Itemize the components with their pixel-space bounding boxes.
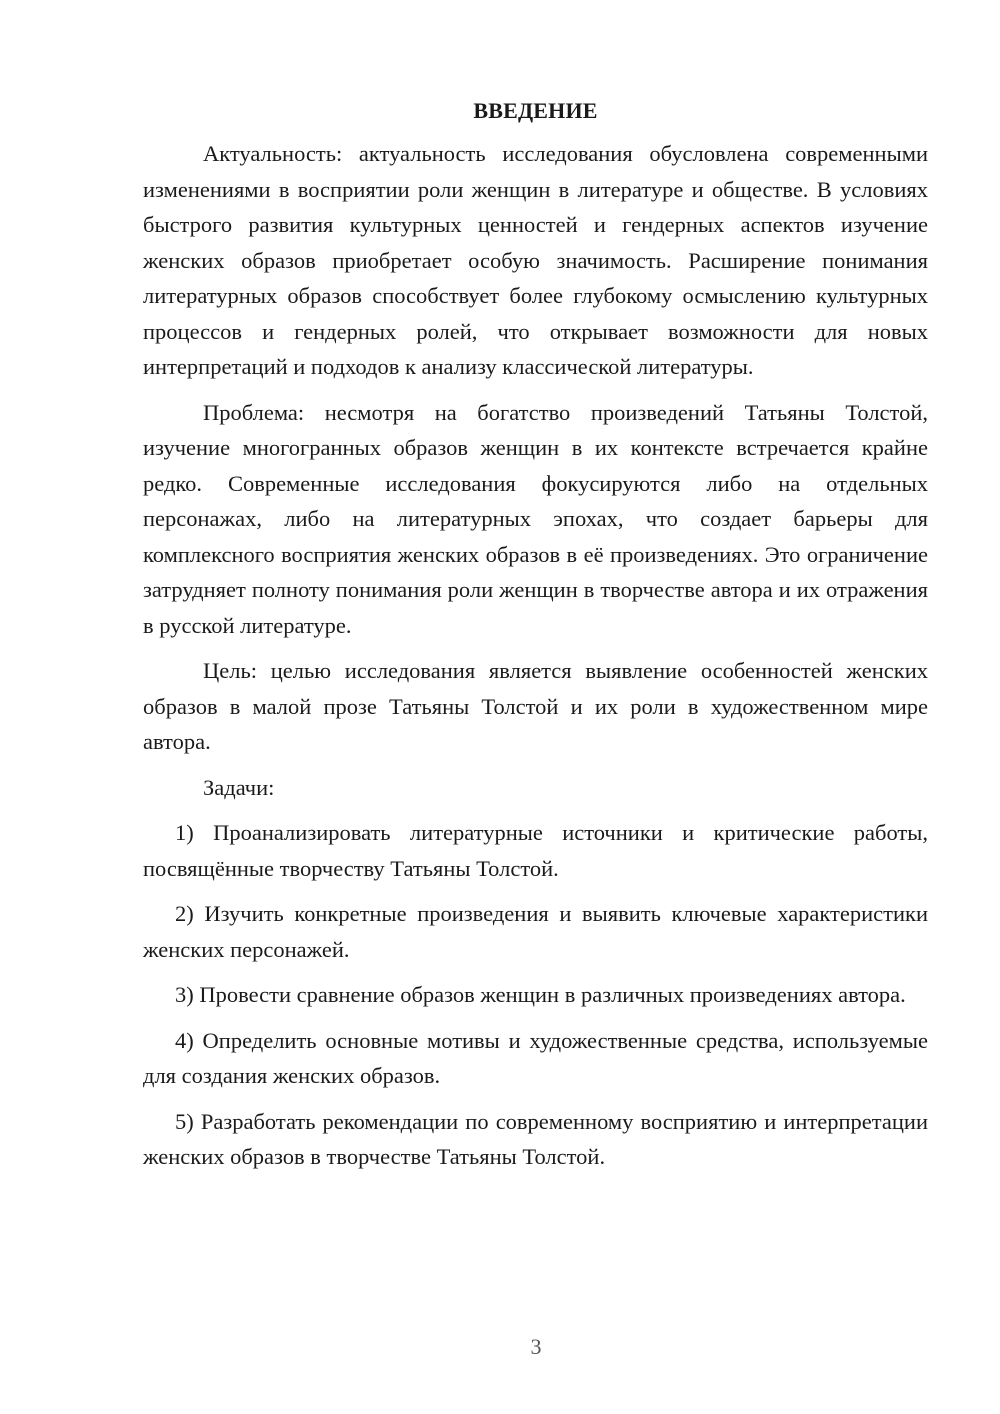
relevance-paragraph: Актуальность: актуальность исследования обусловлена современными изменениями в восприятии роли женщин в литературе и обществе. В условиях быстрого развития культурных ценностей и гендерных аспектов изучение женских образов приобретает особую значимость. Расширение понимания литературных образов способствует более глубокому осмыслению культурных процессов и гендерных ролей, что открывает возможности для новых интерпретаций и подходов к анализу классической литературы. — [143, 141, 928, 379]
tasks-heading: Задачи: — [203, 774, 275, 800]
page-content — [143, 96, 928, 1185]
task-item: 2) Изучить конкретные произведения и выявить ключевые характеристики женских персонажей. — [143, 901, 928, 962]
problem-paragraph: Проблема: несмотря на богатство произведений Татьяны Толстой, изучение многогранных образов женщин в их контексте встречается крайне редко. Современные исследования фокусируются либо на отдельных персонажах, либо на литературных эпохах, что создает барьеры для комплексного восприятия женских образов в её произведениях. Это ограничение затрудняет полноту понимания роли женщин в творчестве автора и их отражения в русской литературе. — [143, 399, 928, 638]
page-number: 3 — [530, 1334, 542, 1359]
goal-paragraph: Цель: целью исследования является выявление особенностей женских образов в малой прозе Татьяны Толстой и их роли в художественном мире автора. — [143, 658, 928, 754]
task-item: 5) Разработать рекомендации по современному восприятию и интерпретации женских образов в творчестве Татьяны Толстой. — [143, 1108, 928, 1169]
task-item: 1) Проанализировать литературные источники и критические работы, посвящённые творчеству Татьяны Толстой. — [143, 820, 928, 881]
task-item: 3) Провести сравнение образов женщин в различных произведениях автора. — [175, 982, 906, 1007]
task-item: 4) Определить основные мотивы и художественные средства, используемые для создания женских образов. — [143, 1027, 928, 1088]
section-heading: ВВЕДЕНИЕ — [473, 98, 598, 123]
